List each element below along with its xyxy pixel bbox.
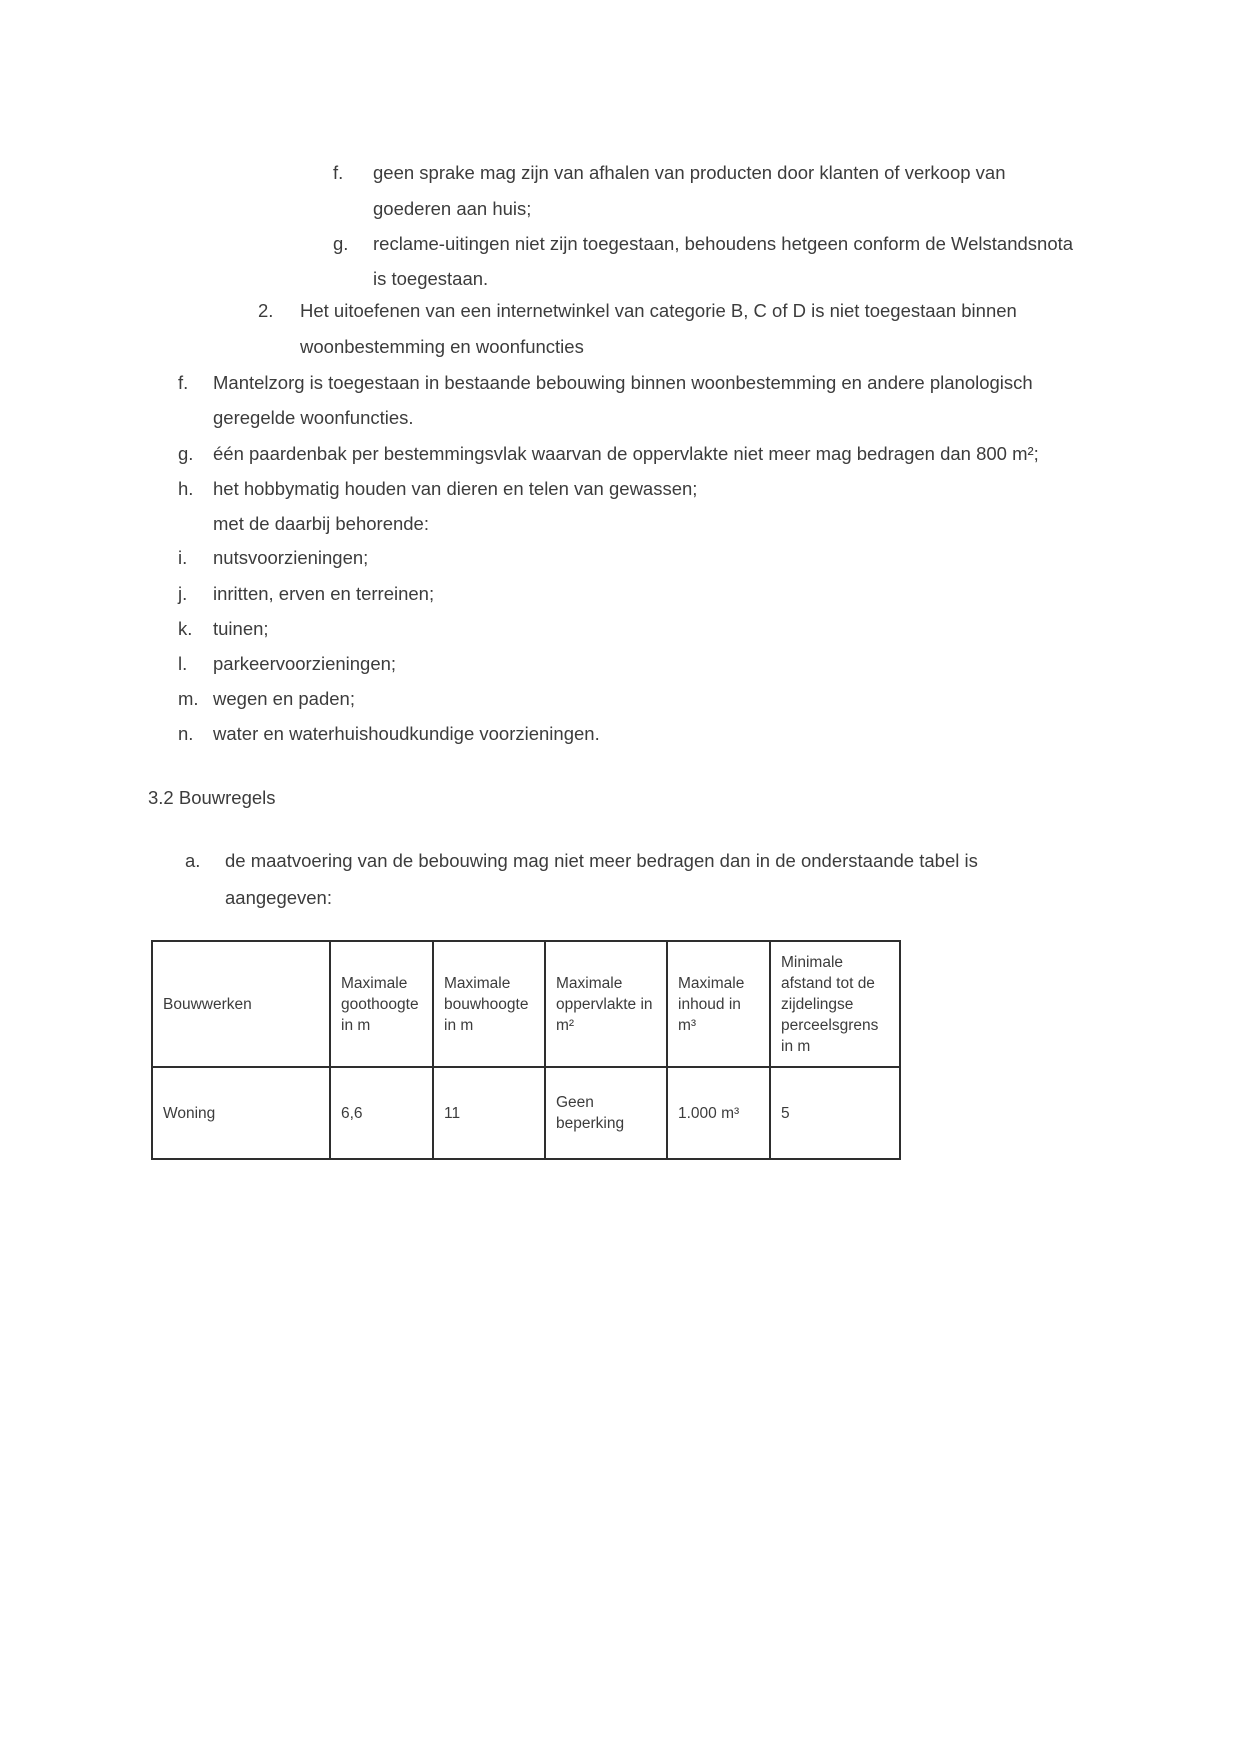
list-text: goederen aan huis; <box>373 198 532 219</box>
list-text: Mantelzorg is toegestaan in bestaande bebouwing binnen woonbestemming en andere planologisch <box>213 372 1033 393</box>
table-header <box>152 941 900 1067</box>
table-cell: Geen beperking <box>545 1067 667 1159</box>
list-marker: k. <box>178 618 193 639</box>
list-text: één paardenbak per bestemmingsvlak waarvan de oppervlakte niet meer mag bedragen dan 800 m²; <box>213 443 1039 464</box>
header-cell: Maximale bouwhoogte in m <box>433 941 545 1067</box>
table-cell: 11 <box>433 1067 545 1159</box>
list-text: is toegestaan. <box>373 268 489 289</box>
building-dimensions-table <box>151 940 901 1160</box>
list-text: met de daarbij behorende: <box>213 513 429 534</box>
list-text: tuinen; <box>213 618 269 639</box>
table-cell: 5 <box>770 1067 900 1159</box>
list-text: aangegeven: <box>225 887 332 908</box>
table-row <box>152 1067 900 1159</box>
list-text: inritten, erven en terreinen; <box>213 583 435 604</box>
list-marker: j. <box>178 583 188 604</box>
list-marker: m. <box>178 688 199 709</box>
table-cell: Woning <box>152 1067 330 1159</box>
list-text: reclame-uitingen niet zijn toegestaan, behoudens hetgeen conform de Welstandsnota <box>373 233 1074 254</box>
list-marker: i. <box>178 547 188 568</box>
header-cell: Maximale goothoogte in m <box>330 941 433 1067</box>
list-marker: a. <box>185 850 201 871</box>
header-cell: Maximale oppervlakte in m² <box>545 941 667 1067</box>
header-cell: Maximale inhoud in m³ <box>667 941 770 1067</box>
list-text: geregelde woonfuncties. <box>213 407 414 428</box>
list-marker: 2. <box>258 300 274 321</box>
section-heading: 3.2 Bouwregels <box>148 787 276 808</box>
list-marker: g. <box>333 233 349 254</box>
table-header-row <box>152 941 900 1067</box>
header-cell: Bouwwerken <box>152 941 330 1067</box>
list-marker: g. <box>178 443 194 464</box>
list-marker: n. <box>178 723 194 744</box>
list-text: wegen en paden; <box>213 688 355 709</box>
table-cell: 6,6 <box>330 1067 433 1159</box>
list-marker: f. <box>178 372 189 393</box>
list-text: water en waterhuishoudkundige voorzieningen. <box>213 723 600 744</box>
list-marker: l. <box>178 653 188 674</box>
list-text: de maatvoering van de bebouwing mag niet meer bedragen dan in de onderstaande tabel is <box>225 850 978 871</box>
table-body <box>152 1067 900 1159</box>
header-cell: Minimale afstand tot de zijdelingse perceelsgrens in m <box>770 941 900 1067</box>
list-text: Het uitoefenen van een internetwinkel van categorie B, C of D is niet toegestaan binnen <box>300 300 1017 321</box>
list-marker: f. <box>333 162 344 183</box>
list-text: geen sprake mag zijn van afhalen van producten door klanten of verkoop van <box>373 162 1006 183</box>
table-cell: 1.000 m³ <box>667 1067 770 1159</box>
list-marker: h. <box>178 478 194 499</box>
list-text: het hobbymatig houden van dieren en telen van gewassen; <box>213 478 698 499</box>
list-text: parkeervoorzieningen; <box>213 653 397 674</box>
list-text: nutsvoorzieningen; <box>213 547 369 568</box>
list-text: woonbestemming en woonfuncties <box>300 336 584 357</box>
